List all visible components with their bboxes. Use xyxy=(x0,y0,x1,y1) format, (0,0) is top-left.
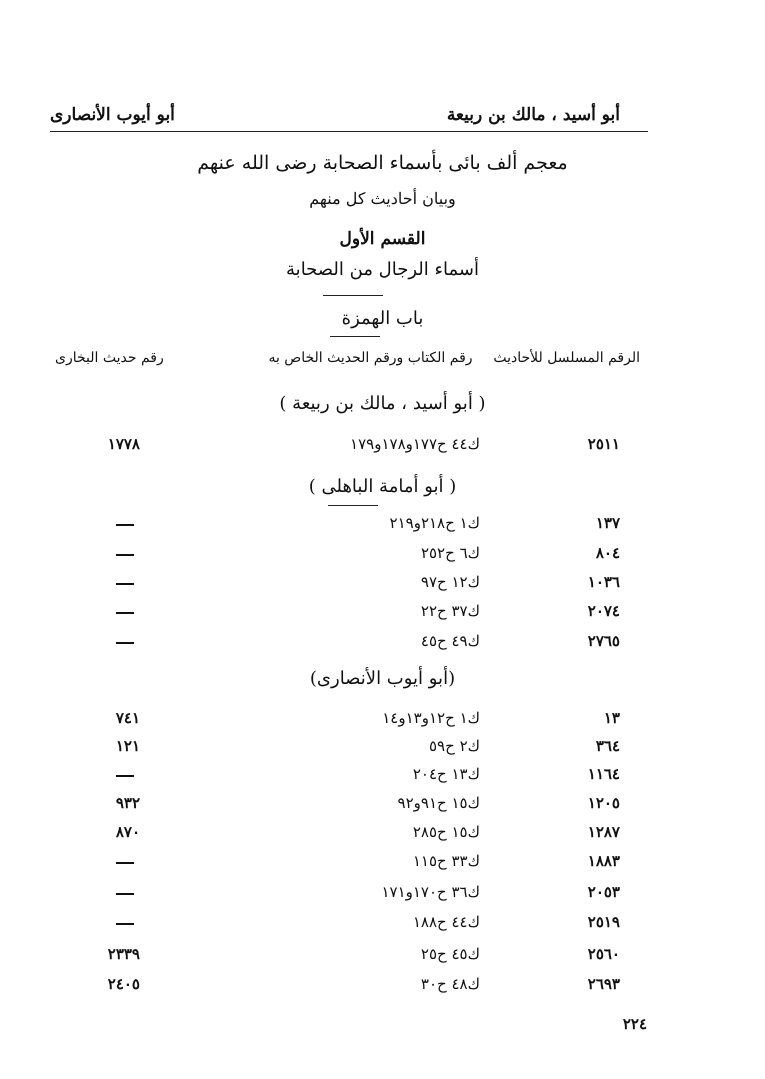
book-reference: ك٣٧ ح٢٢ xyxy=(420,602,480,620)
serial-number: ٣٦٤ xyxy=(595,737,620,755)
serial-number: ١٠٣٦ xyxy=(587,573,620,591)
book-reference: ك٣٦ ح١٧٠و١٧١ xyxy=(381,883,480,901)
book-reference: ك٤٨ ح٣٠ xyxy=(420,975,480,993)
table-row xyxy=(0,945,765,967)
serial-number: ٢٧٦٥ xyxy=(587,632,620,650)
book-reference: ك٤٤ ح١٧٧و١٧٨و١٧٩ xyxy=(350,435,480,453)
book-reference: ك١ ح٢١٨و٢١٩ xyxy=(389,514,480,532)
serial-number: ١٣ xyxy=(603,709,620,727)
bukhari-number: ٧٤١ xyxy=(115,709,140,727)
table-row xyxy=(0,514,765,536)
table-row xyxy=(0,737,765,759)
subsection-title: أسماء الرجال من الصحابة xyxy=(286,259,479,280)
book-reference: ك١٥ ح٢٨٥ xyxy=(412,823,480,841)
group-underline xyxy=(328,505,378,506)
book-reference: ك٤٩ ح٤٥ xyxy=(420,632,480,650)
table-row xyxy=(0,435,765,457)
book-reference: ك٤٥ ح٢٥ xyxy=(420,945,480,963)
serial-number: ٢٠٧٤ xyxy=(587,602,620,620)
group-heading: (أبو أيوب الأنصارى) xyxy=(309,668,456,689)
bukhari-number: ١٢١ xyxy=(115,737,140,755)
book-reference: ك٤٤ ح١٨٨ xyxy=(412,913,480,931)
book-reference: ك٢ ح٥٩ xyxy=(428,737,480,755)
chapter-underline xyxy=(330,336,380,337)
book-reference: ك١٣ ح٢٠٤ xyxy=(412,765,480,783)
dictionary-title: معجم ألف بائى بأسماء الصحابة رضى الله عنهم xyxy=(197,152,568,174)
book-reference: ك١٢ ح٩٧ xyxy=(420,573,480,591)
column-header-book: رقم الكتاب ورقم الحديث الخاص به xyxy=(268,350,473,366)
serial-number: ٢٠٥٣ xyxy=(587,883,620,901)
bukhari-number: ٨٧٠ xyxy=(115,823,140,841)
serial-number: ١٢٠٥ xyxy=(587,794,620,812)
table-row xyxy=(0,823,765,845)
running-header-left: أبو أيوب الأنصارى xyxy=(50,105,175,125)
title-divider xyxy=(323,295,383,296)
empty-bukhari-dash xyxy=(116,554,134,556)
group-heading: ( أبو أمامة الباهلى ) xyxy=(308,476,457,497)
table-row xyxy=(0,573,765,595)
table-row xyxy=(0,602,765,624)
empty-bukhari-dash xyxy=(116,583,134,585)
serial-number: ١٢٨٧ xyxy=(587,823,620,841)
page-number: ٢٢٤ xyxy=(622,1015,647,1033)
empty-bukhari-dash xyxy=(116,642,134,644)
bukhari-number: ٢٣٣٩ xyxy=(107,945,140,963)
empty-bukhari-dash xyxy=(116,612,134,614)
table-row xyxy=(0,975,765,997)
table-row xyxy=(0,883,765,905)
column-header-bukhari: رقم حديث البخارى xyxy=(55,350,164,366)
column-header-serial: الرقم المسلسل للأحاديث xyxy=(493,350,640,366)
header-rule xyxy=(50,131,648,132)
table-row xyxy=(0,544,765,566)
table-row xyxy=(0,709,765,731)
empty-bukhari-dash xyxy=(116,923,134,925)
serial-number: ٢٥١١ xyxy=(587,435,620,453)
book-reference: ك٦ ح٢٥٢ xyxy=(420,544,480,562)
empty-bukhari-dash xyxy=(116,524,134,526)
bukhari-number: ٢٤٠٥ xyxy=(107,975,140,993)
empty-bukhari-dash xyxy=(116,862,134,864)
empty-bukhari-dash xyxy=(116,893,134,895)
bukhari-number: ١٧٧٨ xyxy=(107,435,140,453)
serial-number: ٢٥١٩ xyxy=(587,913,620,931)
serial-number: ٨٠٤ xyxy=(595,544,620,562)
bukhari-number: ٩٣٢ xyxy=(115,794,140,812)
serial-number: ٢٥٦٠ xyxy=(587,945,620,963)
table-row xyxy=(0,794,765,816)
book-reference: ك٣٣ ح١١٥ xyxy=(412,852,480,870)
section-title: القسم الأول xyxy=(339,229,426,249)
table-row xyxy=(0,852,765,874)
table-row xyxy=(0,765,765,787)
chapter-title: باب الهمزة xyxy=(341,308,424,329)
table-row xyxy=(0,632,765,654)
group-heading: ( أبو أسيد ، مالك بن ربيعة ) xyxy=(279,393,486,414)
serial-number: ٢٦٩٣ xyxy=(587,975,620,993)
book-reference: ك١ ح١٢و١٣و١٤ xyxy=(382,709,480,727)
empty-bukhari-dash xyxy=(116,775,134,777)
serial-number: ١١٦٤ xyxy=(587,765,620,783)
table-row xyxy=(0,913,765,935)
running-header-right: أبو أسيد ، مالك بن ربيعة xyxy=(446,105,620,125)
book-reference: ك١٥ ح٩١و٩٢ xyxy=(397,794,480,812)
serial-number: ١٨٨٣ xyxy=(587,852,620,870)
dictionary-subtitle: وبيان أحاديث كل منهم xyxy=(309,189,456,208)
serial-number: ١٣٧ xyxy=(595,514,620,532)
